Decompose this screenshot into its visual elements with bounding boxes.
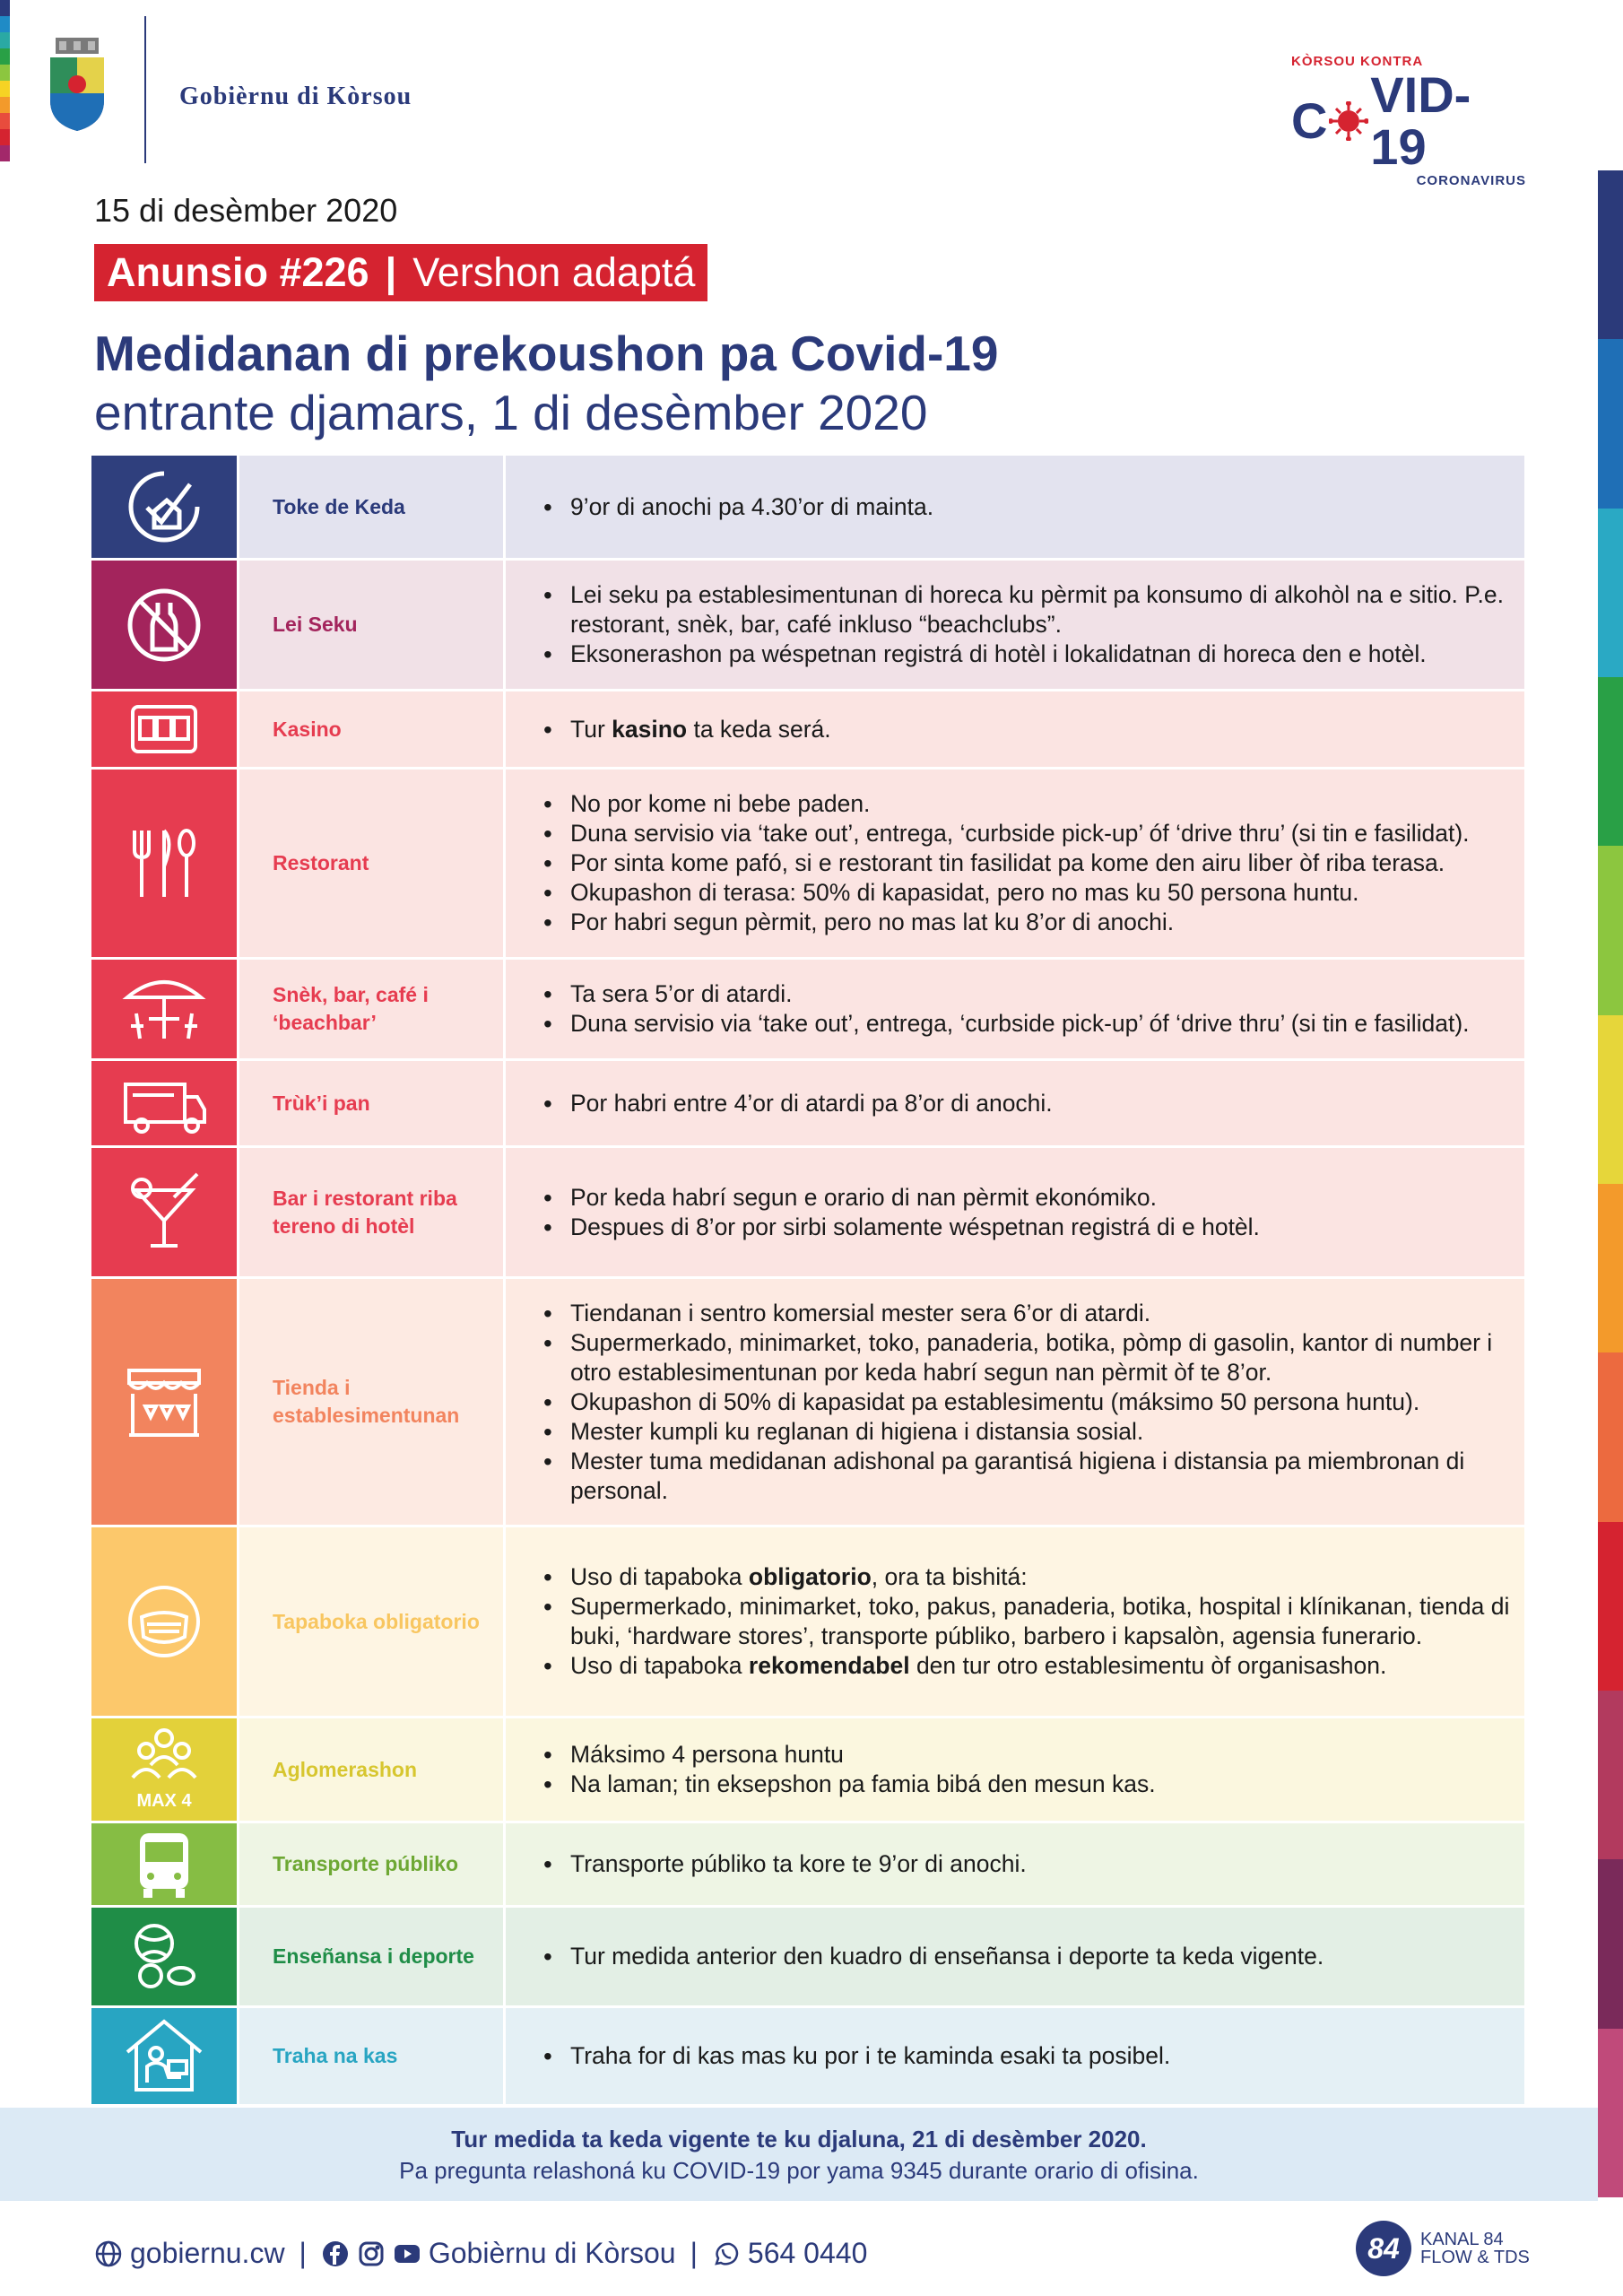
list-item: • No por kome ni bebe paden.: [543, 789, 1470, 819]
row-label: Transporte públiko: [237, 1823, 506, 1905]
table-row: [91, 1908, 1524, 2008]
list-item: • Mester kumpli ku reglanan di higiena i distansia sosial.: [543, 1417, 1512, 1447]
face-mask-icon: [115, 1572, 213, 1671]
row-label: Bar i restorant riba tereno di hotèl: [237, 1148, 506, 1276]
table-row: [91, 456, 1524, 561]
list-item: • Uso di tapaboka rekomendabel den tur otro establesimentu òf organisashon.: [543, 1651, 1512, 1681]
list-item: • Supermerkado, minimarket, toko, panaderia, botika, pòmp di gasolin, kantor di number i otro establesimentunan por keda habrí segun nan pèrmit òf te 8’or.: [543, 1328, 1512, 1387]
page-subtitle: entrante djamars, 1 di desèmber 2020: [94, 385, 928, 440]
social-name[interactable]: Gobièrnu di Kòrsou: [428, 2237, 676, 2269]
home-office-icon: [115, 2007, 213, 2106]
list-item: • Mester tuma medidanan adishonal pa garantisá higiena i distansia pa miembronan di personal.: [543, 1447, 1512, 1506]
parasol-table-icon: [115, 960, 213, 1058]
announcement-version: Vershon adaptá: [412, 249, 696, 295]
list-item: • Na laman; tin eksepshon pa famia bibá den mesun kas.: [543, 1770, 1156, 1799]
curfew-icon: [115, 457, 213, 556]
cutlery-icon: [115, 814, 213, 913]
phone-number[interactable]: 564 0440: [747, 2237, 868, 2269]
list-item: • 9’or di anochi pa 4.30’or di mainta.: [543, 492, 933, 522]
covid-campaign-logo: [1291, 54, 1526, 188]
footer-validity: Tur medida ta keda vigente te ku djaluna, 21 di desèmber 2020.: [451, 2126, 1147, 2152]
announcement-banner: [94, 244, 707, 301]
table-row: [91, 1718, 1524, 1823]
list-item: • Transporte públiko ta kore te 9’or di anochi.: [543, 1849, 1027, 1879]
announcement-number: Anunsio #226: [107, 249, 369, 295]
globe-icon: [94, 2239, 123, 2268]
table-row: [91, 1061, 1524, 1148]
table-row: [91, 561, 1524, 691]
storefront-icon: [115, 1352, 213, 1451]
list-item: • Duna servisio via ‘take out’, entrega, ‘curbside pick-up’ óf ‘drive thru’ (si tin e fasilidat).: [543, 819, 1470, 848]
left-color-stripe: [0, 0, 10, 161]
campaign-bottom-text: CORONAVIRUS: [1416, 173, 1526, 188]
table-row: [91, 691, 1524, 770]
list-item: • Traha for di kas mas ku por i te kaminda esaki ta posibel.: [543, 2041, 1170, 2071]
instagram-icon[interactable]: [357, 2239, 386, 2268]
row-label: Traha na kas: [237, 2008, 506, 2104]
page-title: Medidanan di prekoushon pa Covid-19: [94, 326, 999, 381]
list-item: • Okupashon di 50% di kapasidat pa establesimentu (máksimo 50 persona huntu).: [543, 1387, 1512, 1417]
list-item: • Duna servisio via ‘take out’, entrega, ‘curbside pick-up’ óf ‘drive thru’ (si tin e fasilidat).: [543, 1009, 1470, 1039]
table-row: [91, 2008, 1524, 2107]
campaign-top-text: KÒRSOU KONTRA: [1291, 54, 1424, 69]
list-item: • Tur medida anterior den kuadro di enseñansa i deporte ta keda vigente.: [543, 1942, 1324, 1971]
kanal84-sub: FLOW & TDS: [1420, 2248, 1530, 2267]
list-item: • Ta sera 5’or di atardi.: [543, 979, 1470, 1009]
campaign-main-text: [1291, 66, 1526, 175]
contact-separator: |: [299, 2237, 307, 2269]
youtube-icon[interactable]: [393, 2239, 421, 2268]
list-item: • Tiendanan i sentro komersial mester sera 6’or di atardi.: [543, 1299, 1512, 1328]
coat-of-arms-icon: [47, 38, 108, 131]
banner-separator: |: [385, 249, 397, 295]
list-item: • Por sinta kome pafó, si e restorant tin fasilidat pa kome den airu liber òf riba terasa.: [543, 848, 1470, 878]
list-item: • Okupashon di terasa: 50% di kapasidat, pero no mas ku 50 persona huntu.: [543, 878, 1470, 908]
whatsapp-icon: [712, 2239, 741, 2268]
campaign-main-rest: VID-19: [1370, 66, 1471, 175]
list-item: • Por keda habrí segun e orario di nan pèrmit ekonómiko.: [543, 1183, 1260, 1213]
footer-hotline: Pa pregunta relashoná ku COVID-19 por yama 9345 durante orario di ofisina.: [399, 2157, 1199, 2184]
list-item: • Despues di 8’or por sirbi solamente wéspetnan registrá di e hotèl.: [543, 1213, 1260, 1242]
sports-balls-icon: [115, 1908, 213, 2006]
row-label: Tienda i establesimentunan: [237, 1279, 506, 1525]
facebook-icon[interactable]: [321, 2239, 350, 2268]
table-row: [91, 960, 1524, 1061]
row-label: Trùk’i pan: [237, 1061, 506, 1145]
row-label: Snèk, bar, café i ‘beachbar’: [237, 960, 506, 1058]
table-row: [91, 1279, 1524, 1527]
list-item: • Eksonerashon pa wéspetnan registrá di hotèl i lokalidatnan di horeca den e hotèl.: [543, 639, 1512, 669]
list-item: • Tur kasino ta keda será.: [543, 715, 831, 744]
right-color-stripe: [1598, 170, 1623, 2197]
row-label: Restorant: [237, 770, 506, 957]
row-label: Tapaboka obligatorio: [237, 1527, 506, 1716]
row-label: Lei Seku: [237, 561, 506, 689]
bus-icon: [115, 1815, 213, 1914]
cocktail-icon: [115, 1163, 213, 1262]
list-item: • Máksimo 4 persona huntu: [543, 1740, 1156, 1770]
announcement-date: 15 di desèmber 2020: [94, 192, 398, 229]
campaign-main-c: C: [1291, 92, 1328, 149]
kanal84-name: KANAL 84: [1420, 2230, 1504, 2249]
food-truck-icon: [115, 1054, 213, 1152]
list-item: • Supermerkado, minimarket, toko, pakus, panaderia, botika, hospital i klínikanan, tienda di buki, ‘hardware stores’, transporte públiko, barbero i kapsalòn, agensia funerario.: [543, 1592, 1512, 1651]
no-alcohol-icon: [115, 576, 213, 674]
government-name: Gobièrnu di Kòrsou: [179, 83, 412, 110]
row-label: Enseñansa i deporte: [237, 1908, 506, 2005]
table-row: [91, 1527, 1524, 1718]
slot-machine-icon: [115, 680, 213, 778]
table-row: [91, 1823, 1524, 1908]
footer-notice: [0, 2108, 1598, 2201]
list-item: • Por habri segun pèrmit, pero no mas lat ku 8’or di anochi.: [543, 908, 1470, 937]
contact-separator: |: [690, 2237, 698, 2269]
row-label: Toke de Keda: [237, 456, 506, 558]
virus-icon: [1329, 101, 1368, 141]
list-item: • Uso di tapaboka obligatorio, ora ta bishitá:: [543, 1562, 1512, 1592]
header-divider: [144, 16, 146, 163]
list-item: • Lei seku pa establesimentunan di horeca ku pèrmit pa konsumo di alkohòl na e sitio. P.e. restorant, snèk, bar, café inkluso “beachclubs”.: [543, 580, 1512, 639]
measures-table: [91, 456, 1524, 2107]
kanal84-logo: [1356, 2221, 1530, 2276]
row-label: Aglomerashon: [237, 1718, 506, 1821]
kanal84-badge: 84: [1356, 2221, 1411, 2276]
table-row: [91, 770, 1524, 960]
contact-bar: [94, 2237, 867, 2270]
list-item: • Por habri entre 4’or di atardi pa 8’or di anochi.: [543, 1089, 1053, 1118]
table-row: [91, 1148, 1524, 1279]
max-capacity-label: MAX 4: [136, 1791, 192, 1811]
website-link[interactable]: gobiernu.cw: [130, 2237, 285, 2269]
row-label: Kasino: [237, 691, 506, 767]
